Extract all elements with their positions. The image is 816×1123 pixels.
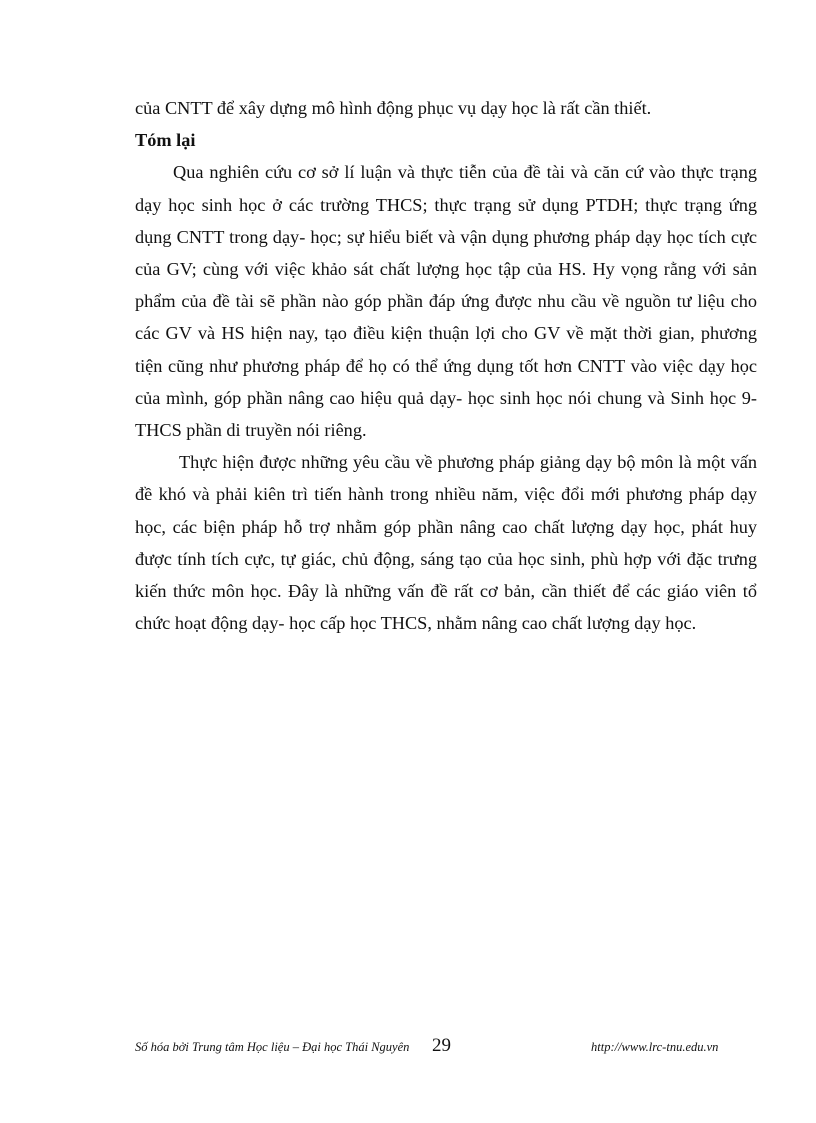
page-number: 29: [432, 1035, 451, 1056]
continuation-line: của CNTT để xây dựng mô hình động phục vụ dạy học là rất cần thiết.: [135, 98, 652, 118]
paragraph-summary: Qua nghiên cứu cơ sở lí luận và thực tiễn của đề tài và căn cứ vào thực trạng dạy học sinh học ở các trường THCS; thực trạng sử dụng PTDH; thực trạng ứng dụng CNTT trong dạy- học; sự hiểu biết và vận dụng phương pháp dạy học tích cực của GV; cùng với việc khảo sát chất lượng học tập của HS. Hy vọng rằng với sản phẩm của đề tài sẽ phần nào góp phần đáp ứng được nhu cầu về nguồn tư liệu cho các GV và HS hiện nay, tạo điều kiện thuận lợi cho GV về mặt thời gian, phương tiện cũng như phương pháp để họ có thể ứng dụng tốt hơn CNTT vào việc dạy học của mình, góp phần nâng cao hiệu quả dạy- học sinh học nói chung và Sinh học 9- THCS phần di truyền nói riêng.: [135, 162, 757, 441]
paragraph-conclusion: Thực hiện được những yêu cầu về phương pháp giảng dạy bộ môn là một vấn đề khó và phải kiên trì tiến hành trong nhiều năm, việc đổi mới phương pháp dạy học, các biện pháp hỗ trợ nhằm góp phần nâng cao chất lượng dạy học, phát huy được tính tích cực, tự giác, chủ động, sáng tạo của học sinh, phù hợp với đặc trưng kiến thức môn học. Đây là những vấn đề rất cơ bản, cần thiết để các giáo viên tổ chức hoạt động dạy- học cấp học THCS, nhằm nâng cao chất lượng dạy học.: [135, 452, 757, 634]
section-heading: Tóm lại: [135, 130, 196, 151]
page-body: [135, 92, 757, 639]
page-footer: [0, 1037, 816, 1061]
footer-digitized-by: Số hóa bởi Trung tâm Học liệu – Đại học Thái Nguyên: [135, 1040, 410, 1054]
footer-url: http://www.lrc-tnu.edu.vn: [591, 1040, 719, 1054]
